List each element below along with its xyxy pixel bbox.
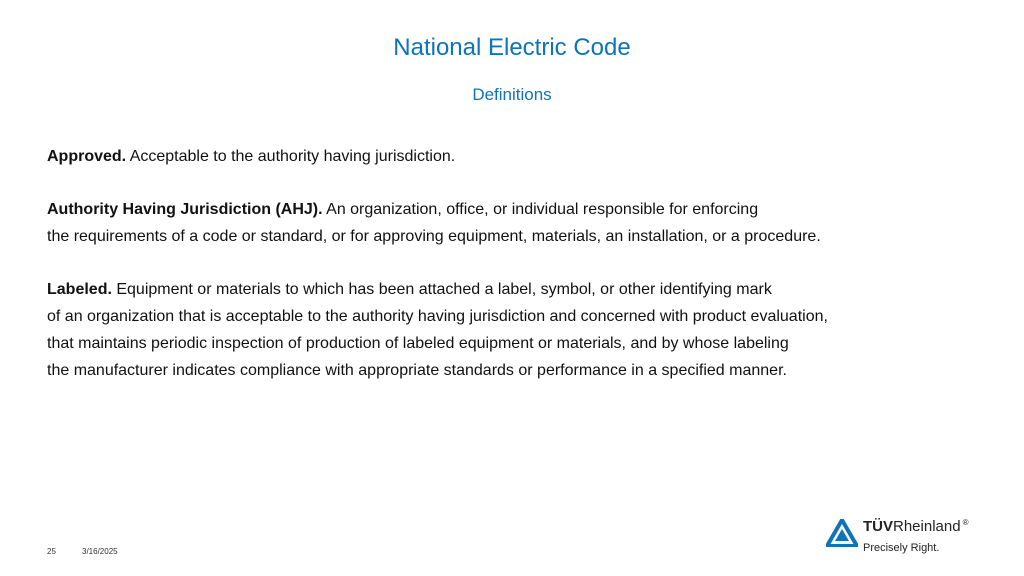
definition-text: the manufacturer indicates compliance with appropriate standards or performance in a specified manner.: [47, 362, 787, 379]
logo-name-bold: TÜV: [863, 518, 893, 535]
footer-date: 3/16/2025: [82, 547, 118, 556]
logo-wordmark: [863, 518, 968, 535]
definition-line: [47, 276, 1007, 303]
tuv-triangle-logo-icon: [826, 519, 858, 547]
definition-text: Equipment or materials to which has been attached a label, symbol, or other identifying mark: [116, 281, 772, 298]
definition-text: the requirements of a code or standard, or for approving equipment, materials, an installation, or a procedure.: [47, 228, 821, 245]
logo-name-regular: Rheinland: [893, 518, 961, 535]
definition-line: [47, 196, 1007, 223]
slide-subtitle: Definitions: [472, 85, 552, 104]
definitions-list: [47, 143, 1007, 410]
definition-approved: [47, 143, 1007, 170]
definition-text: An organization, office, or individual responsible for enforcing: [326, 201, 759, 218]
definition-text: Acceptable to the authority having jurisdiction.: [129, 148, 456, 165]
definition-text: of an organization that is acceptable to the authority having jurisdiction and concerned with product evaluation,: [47, 308, 828, 325]
logo-tagline: Precisely Right.: [863, 542, 940, 554]
definition-text: that maintains periodic inspection of production of labeled equipment or materials, and by whose labeling: [47, 335, 789, 352]
registered-mark: ®: [962, 518, 969, 527]
page-number: 25: [47, 547, 56, 556]
definition-line: [47, 143, 1007, 170]
definition-ahj: [47, 196, 1007, 250]
slide-title: National Electric Code: [393, 34, 631, 61]
tuv-rheinland-logo: [826, 518, 986, 558]
definition-term: Authority Having Jurisdiction (AHJ).: [47, 201, 323, 218]
definition-term: Labeled.: [47, 281, 112, 298]
definition-term: Approved.: [47, 148, 127, 165]
definition-labeled: [47, 276, 1007, 384]
